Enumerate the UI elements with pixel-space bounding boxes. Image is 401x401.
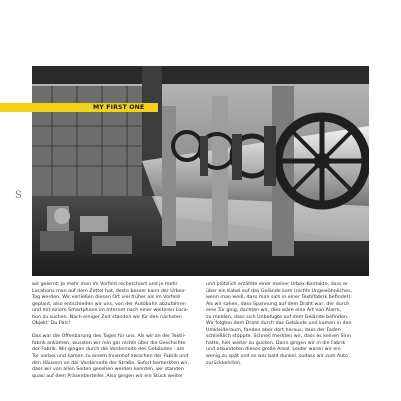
text-line: hatte, hier weiter zu gucken. Dann gingen wir in die Fabrik: [206, 340, 346, 346]
text-line: zu melden, dass sich Unbefugte auf dem Gelände befinden.: [206, 314, 349, 320]
text-line: Locations man auf dem Zettel hat, desto besser kann der Urbex-: [32, 288, 187, 294]
text-line: Als wir sahen, dass Spannung auf dem Draht war, der durch: [206, 301, 350, 307]
text-line: Das war die Offenbarung des Tages für uns. Als wir an der Textil-: [32, 334, 186, 340]
factory-photo-graphic: [32, 66, 369, 276]
text-line: und plötzlich erzählte einer meiner Urbex-Kontakte, dass er: [206, 282, 348, 287]
page-marker: S: [15, 190, 22, 201]
text-line: wenn man weiß, dass man sich in einer Textilfabrik befindet).: [206, 295, 352, 301]
article-paragraph: [32, 282, 196, 328]
article-paragraph: [206, 282, 370, 367]
text-line: wenig zu spät und es war bald dunkel, sodass wir zum Auto: [206, 354, 348, 360]
text-line: zurückkehrten.: [206, 360, 242, 366]
text-line: schließlich stoppte. Schnell merkten wir, dass es keinen Sinn: [206, 334, 351, 340]
text-line: quasi auf dem Präsentierteller. Also gingen wir ein Stück weiter: [32, 373, 183, 379]
text-line: wir gelernt: Je mehr man im Vorfeld recherchiert und je mehr: [32, 282, 178, 287]
text-line: fabrik ankamen, wussten wir rein gar nichts über die Geschichte: [32, 340, 186, 346]
text-line: tion zu suchen. Nach einiger Zeit standen wir für den nächsten: [32, 314, 182, 320]
text-line: dass wir von allen Seiten gesehen werden konnten, wir standen: [32, 367, 184, 373]
article-column-left: [32, 282, 196, 387]
article-paragraph: [32, 334, 196, 380]
text-line: und mit einem Smartphone im Internet nach einer weiteren Loca-: [32, 308, 189, 314]
text-line: Objekt: Du Parc!: [32, 321, 71, 327]
text-line: Wir folgten dem Draht durch das Gebäude und kamen in den: [206, 321, 352, 327]
factory-photo: [32, 66, 369, 276]
text-line: der Fabrik. Wir gingen durch die Vorderseite des Gebäudes - am: [32, 347, 185, 353]
text-line: und erkundeten dieses große Areal. Leider waren wir ein: [206, 347, 341, 353]
text-line: über ein Kabel auf das Gelände kam (nichts Ungewöhnliches,: [206, 288, 352, 294]
article-column-right: [206, 282, 370, 374]
text-line: geplant, also entschieden wir uns, von der Autobahn abzufahren: [32, 301, 186, 307]
section-label: MY FIRST ONE: [93, 104, 145, 111]
text-line: Tag werden. Wir verließen diesen Ort viel früher als im Vorfeld: [32, 295, 180, 301]
text-line: Tor vorbei und kamen zu einem Innenhof zwischen der Fabrik und: [32, 353, 189, 359]
text-line: eine Tür ging, dachten wir, dies wäre eine Art von Alarm,: [206, 308, 342, 314]
text-line: Umkleideraum, fanden aber dort heraus, dass der Faden: [206, 327, 341, 333]
text-line: den Häusern an der Vorderseite der Straße. Sofort bemerkten wir,: [32, 360, 190, 366]
